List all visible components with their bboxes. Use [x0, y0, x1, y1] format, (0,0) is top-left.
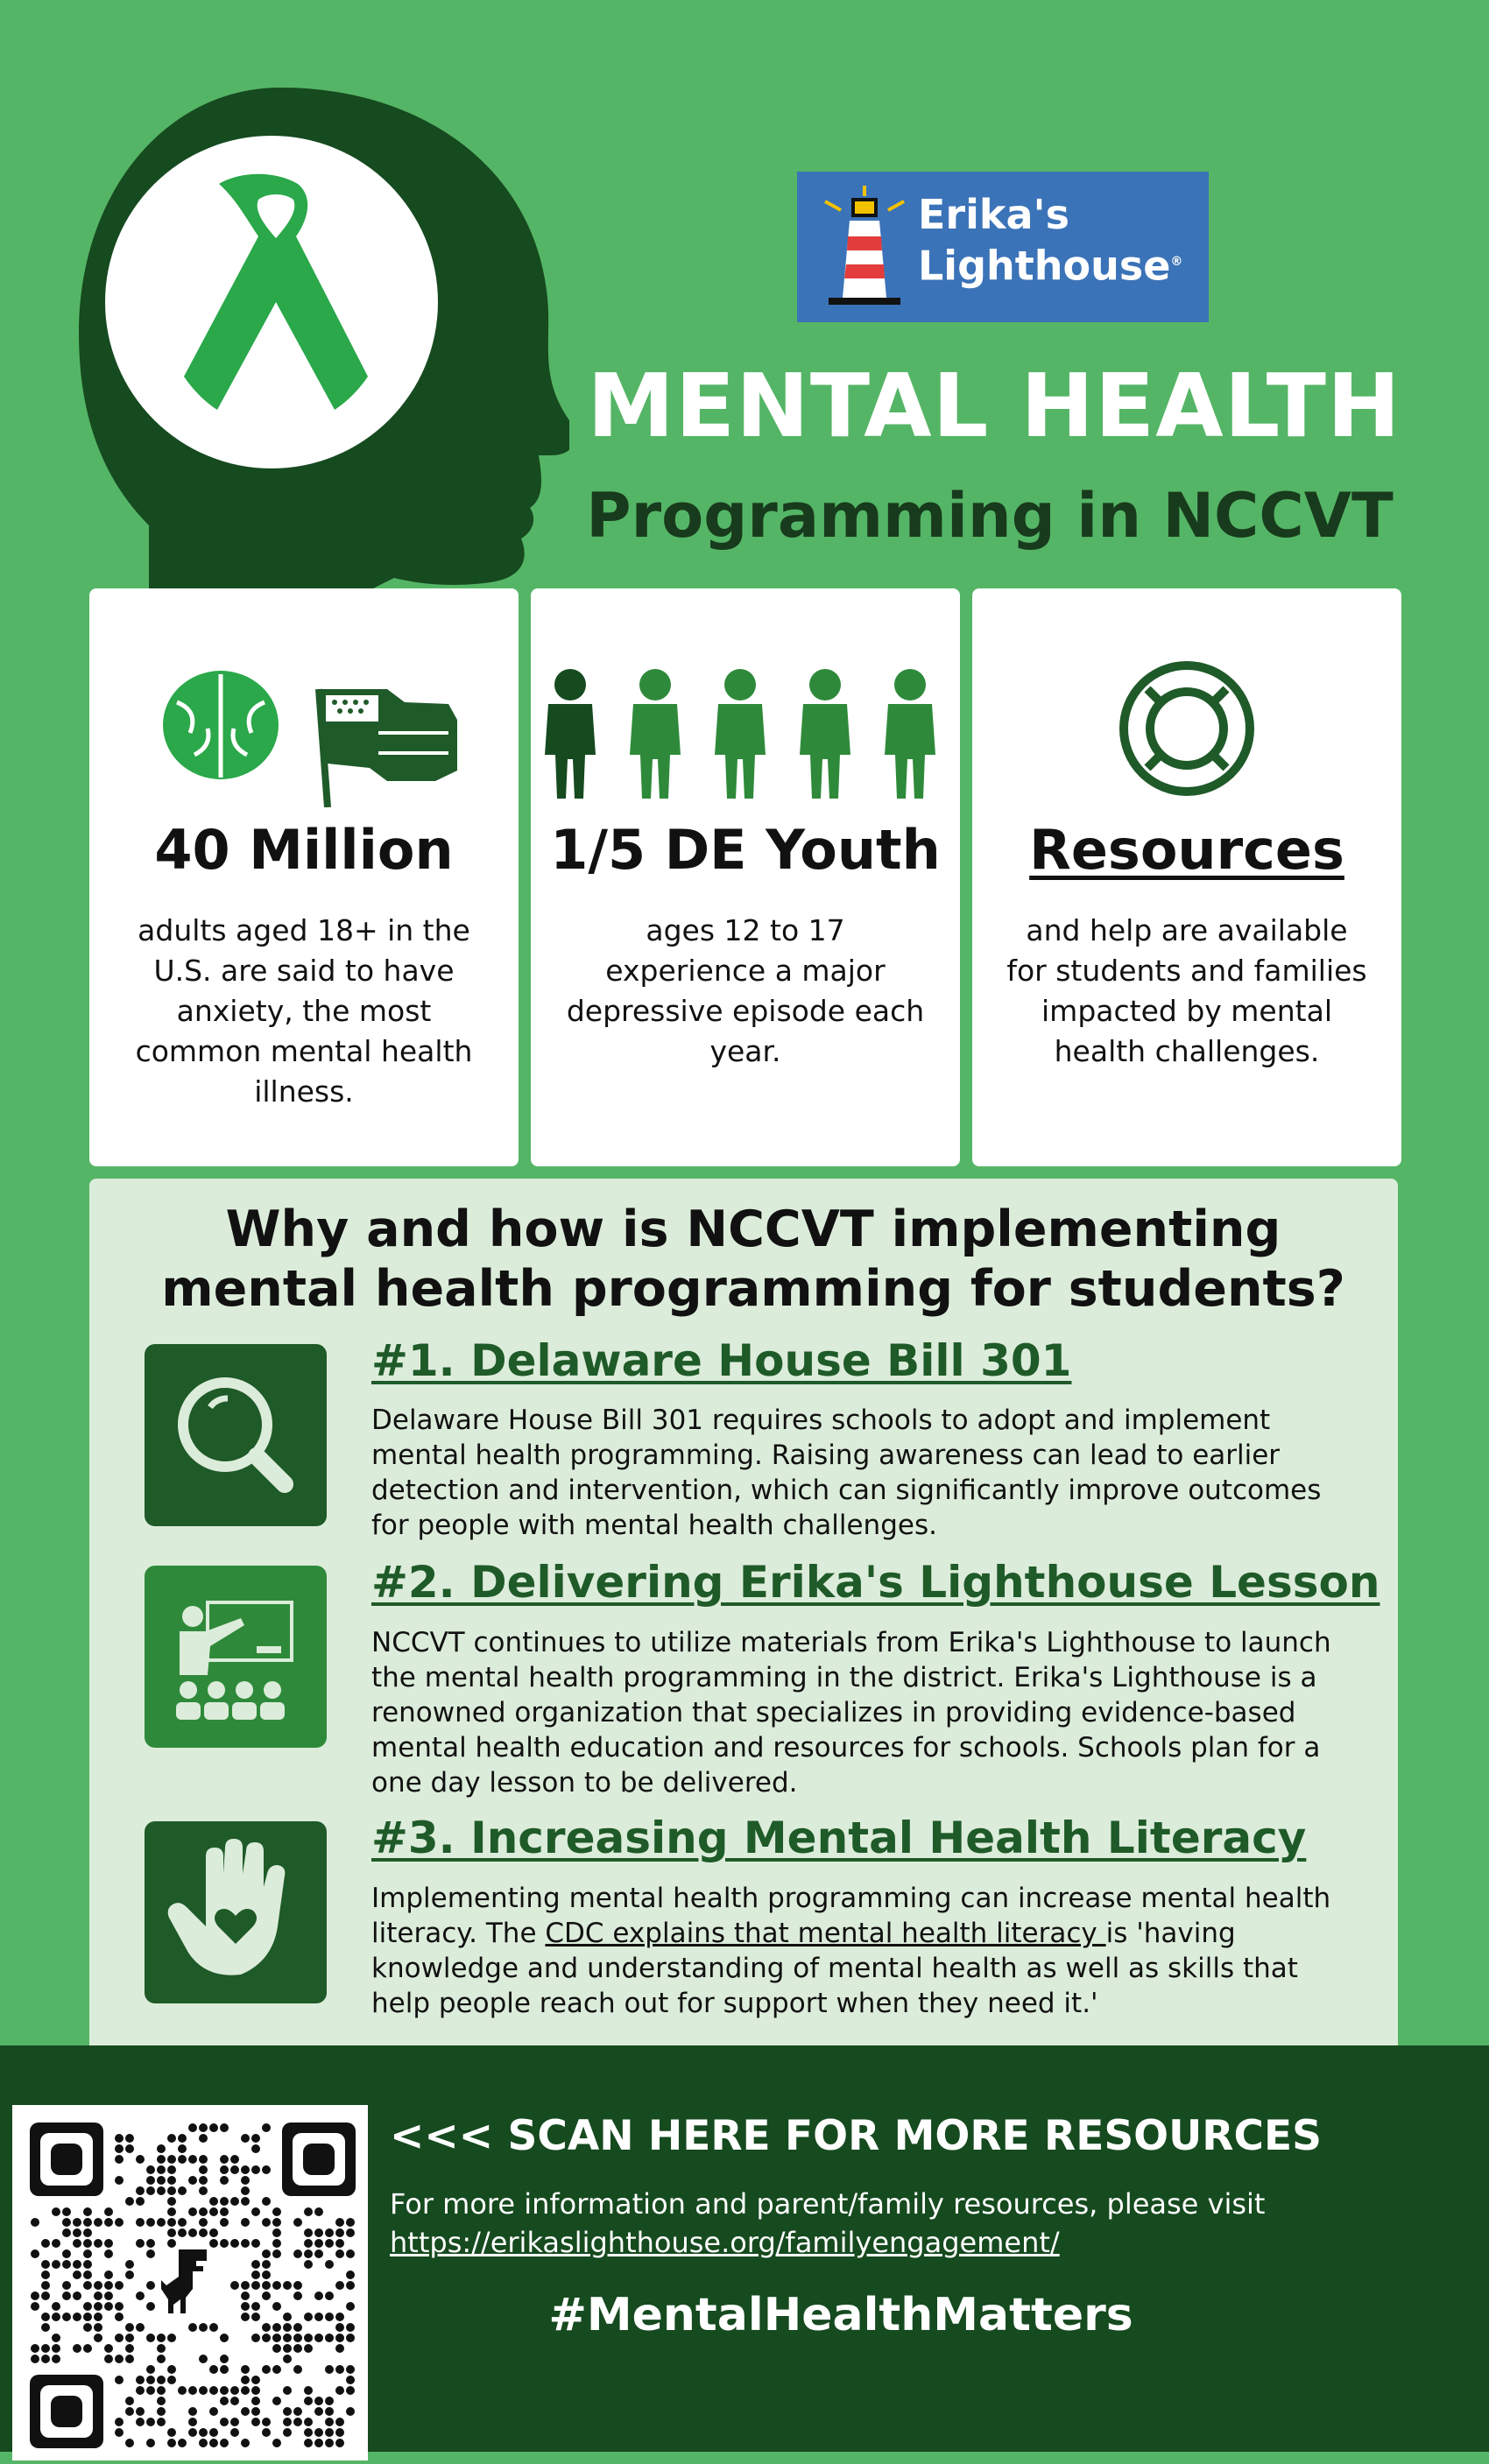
registered-mark: ® [1170, 255, 1183, 269]
lighthouse-icon [816, 186, 913, 308]
cdc-link[interactable]: CDC explains that mental health literacy [545, 1918, 1106, 1949]
item-title: #3. Increasing Mental Health Literacy [371, 1813, 1307, 1863]
lifebuoy-icon [972, 650, 1401, 807]
page-title: MENTAL HEALTH [587, 355, 1401, 457]
stat-card-resources [972, 588, 1401, 1166]
stat-description: ages 12 to 17 experience a major depressive episode each year. [566, 913, 925, 1068]
magnifying-glass-icon [145, 1344, 327, 1526]
item-body: Delaware House Bill 301 requires schools to adopt and implement mental health programming. Raising awareness can lead to earlier detection and intervention, which can significantly improve outcomes for people with mental health challenges. [371, 1404, 1322, 1541]
stat-value: Resources [1029, 818, 1344, 882]
five-people-icon [531, 650, 960, 807]
stat-card-youth [531, 588, 960, 1166]
item-body: NCCVT continues to utilize materials from Erika's Lighthouse to launch the mental health programming in the district. Erika's Lighthouse is a renowned organization that specializes in providing evidence-based mental health education and resources for schools. Schools plan for a one day lesson to be delivered. [371, 1627, 1331, 1799]
item-body: Implementing mental health programming can increase mental health literacy. The CDC explains that mental health literacy is 'having knowledge and understanding of mental health as well as skills that help people reach out for support when they need it.' [371, 1883, 1331, 2019]
teacher-classroom-icon [145, 1566, 327, 1748]
stat-description: and help are available for students and families impacted by mental health challenges. [1006, 913, 1367, 1068]
item-title: #2. Delivering Erika's Lighthouse Lesson [371, 1557, 1380, 1608]
stat-value: 40 Million [154, 818, 454, 882]
more-info [390, 2185, 1265, 2262]
stat-card-anxiety [89, 588, 519, 1166]
scan-here-text: <<< SCAN HERE FOR MORE RESOURCES [390, 2112, 1322, 2160]
resources-link[interactable]: https://erikaslighthouse.org/familyengagement/ [390, 2226, 1060, 2259]
teacher-classroom-tile [145, 1566, 327, 1748]
head-silhouette-icon [79, 88, 569, 595]
erikas-lighthouse-logo [797, 172, 1209, 322]
stat-value: 1/5 DE Youth [550, 818, 941, 882]
logo-name-line1: Erika's [918, 191, 1069, 238]
hand-heart-tile [145, 1821, 327, 2003]
hashtag: #MentalHealthMatters [548, 2289, 1133, 2341]
why-title: Why and how is NCCVT implementing mental health programming for students? [161, 1200, 1345, 1318]
logo-name-line2: Lighthouse [918, 242, 1171, 290]
qr-code-icon [12, 2105, 368, 2460]
stat-description: adults aged 18+ in the U.S. are said to have anxiety, the most common mental health illness. [135, 913, 473, 1109]
qr-code[interactable] [12, 2105, 368, 2460]
hand-heart-icon [145, 1821, 327, 2003]
page-subtitle: Programming in NCCVT [586, 480, 1394, 552]
magnifying-glass-tile [145, 1344, 327, 1526]
info-text: For more information and parent/family resources, please visit [390, 2187, 1266, 2221]
item-title: #1. Delaware House Bill 301 [371, 1335, 1072, 1386]
brain-and-flag-icon [89, 650, 519, 807]
